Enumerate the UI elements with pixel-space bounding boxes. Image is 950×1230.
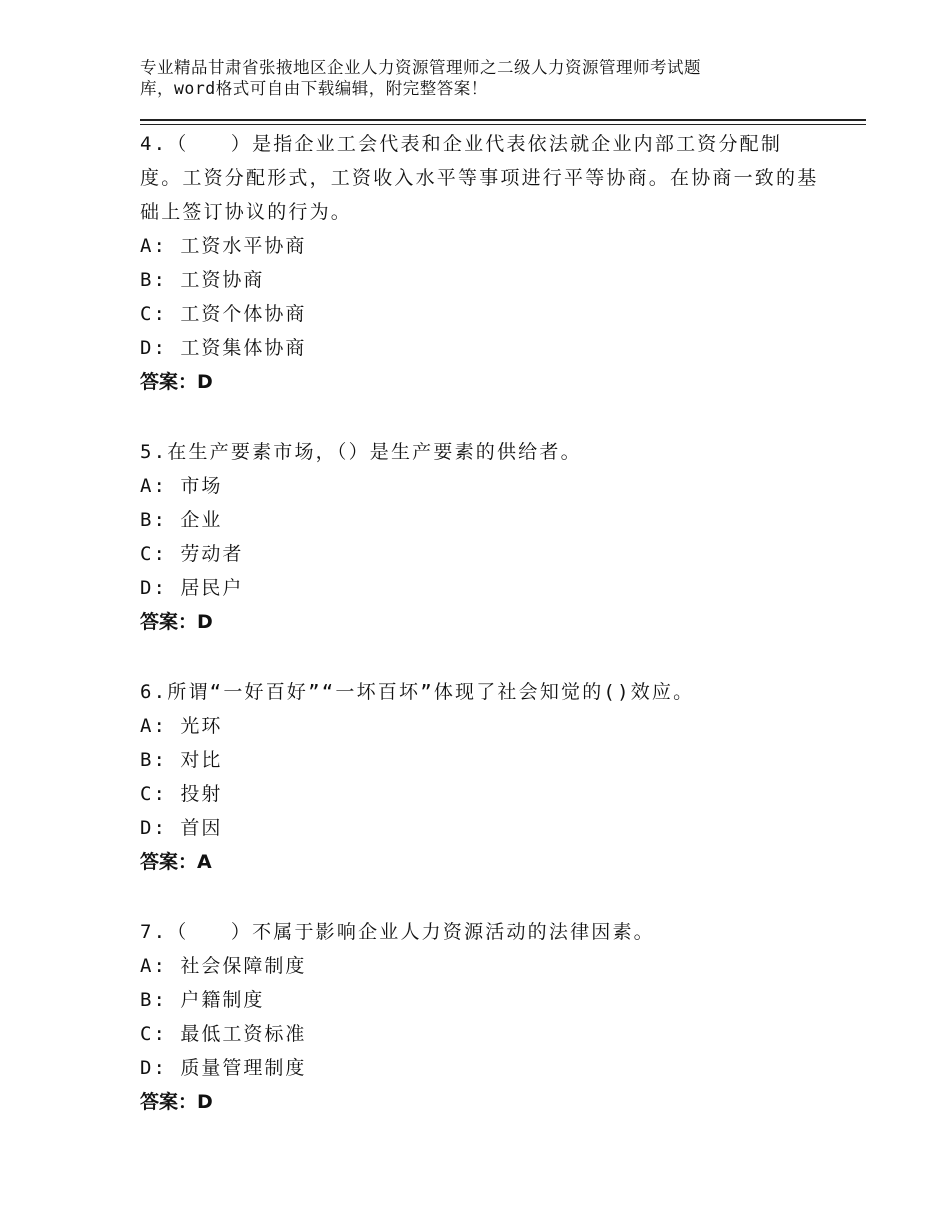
- answer: 答案：A: [140, 851, 212, 873]
- answer: 答案：D: [140, 1091, 213, 1113]
- spacer: [140, 879, 820, 915]
- question-stem: 7.（ ）不属于影响企业人力资源活动的法律因素。: [140, 921, 655, 943]
- question-stem: 5.在生产要素市场，（）是生产要素的供给者。: [140, 441, 582, 463]
- option-c: C: 投射: [140, 783, 223, 805]
- question-6: [140, 675, 820, 879]
- answer: 答案：D: [140, 611, 213, 633]
- question-4: [140, 127, 820, 399]
- header-title-line-2: 库，word格式可自由下载编辑，附完整答案！: [140, 79, 488, 98]
- option-c: C: 最低工资标准: [140, 1023, 307, 1045]
- option-a: A: 工资水平协商: [140, 235, 307, 257]
- question-list: [140, 127, 820, 1119]
- option-d: D: 质量管理制度: [140, 1057, 307, 1079]
- header-divider-thin: [140, 124, 866, 125]
- option-b: B: 户籍制度: [140, 989, 265, 1011]
- option-b: B: 对比: [140, 749, 223, 771]
- header-title-line-1: 专业精品甘肃省张掖地区企业人力资源管理师之二级人力资源管理师考试题: [140, 58, 701, 77]
- header-divider-thick: [140, 119, 866, 121]
- option-a: A: 光环: [140, 715, 223, 737]
- option-d: D: 首因: [140, 817, 223, 839]
- option-a: A: 市场: [140, 475, 223, 497]
- spacer: [140, 399, 820, 435]
- option-c: C: 劳动者: [140, 543, 244, 565]
- spacer: [140, 639, 820, 675]
- option-a: A: 社会保障制度: [140, 955, 307, 977]
- question-7: [140, 915, 820, 1119]
- option-b: B: 工资协商: [140, 269, 265, 291]
- option-c: C: 工资个体协商: [140, 303, 307, 325]
- question-stem: 6.所谓“一好百好”“一坏百坏”体现了社会知觉的()效应。: [140, 681, 695, 703]
- option-d: D: 居民户: [140, 577, 244, 599]
- option-d: D: 工资集体协商: [140, 337, 307, 359]
- question-stem: 4.（ ）是指企业工会代表和企业代表依法就企业内部工资分配制度。工资分配形式，工资收入水平等事项进行平等协商。在协商一致的基础上签订协议的行为。: [140, 133, 819, 223]
- answer: 答案：D: [140, 371, 213, 393]
- document-header: [140, 57, 800, 99]
- option-b: B: 企业: [140, 509, 223, 531]
- question-5: [140, 435, 820, 639]
